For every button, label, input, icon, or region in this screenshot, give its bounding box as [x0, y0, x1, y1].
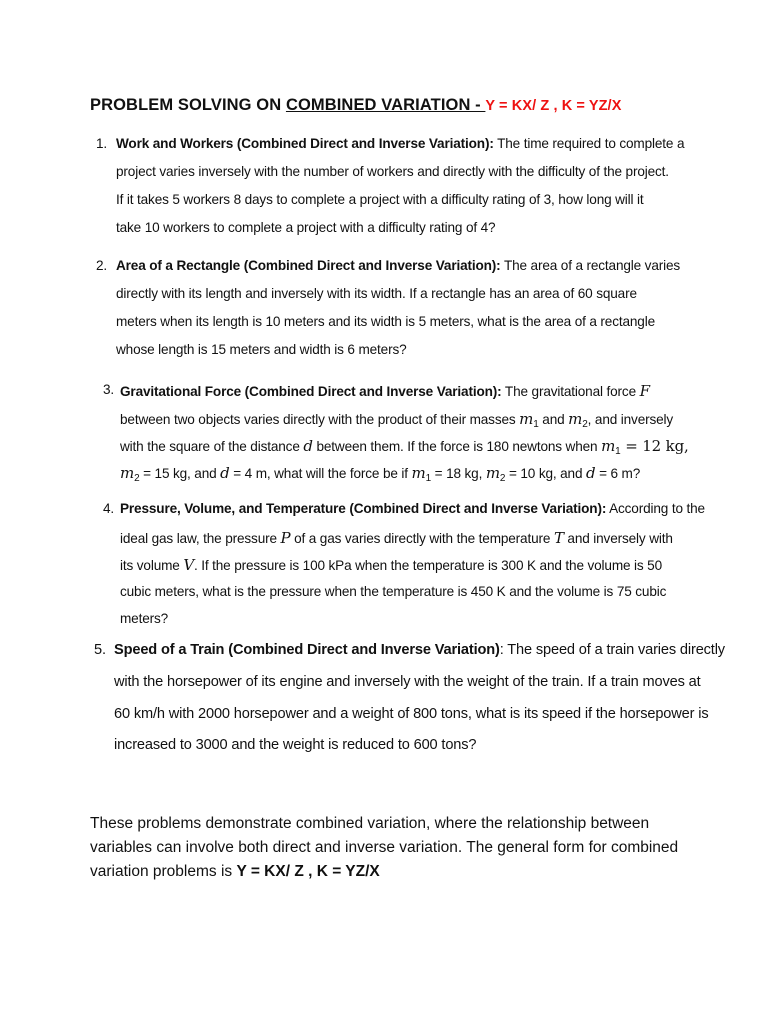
problem-line: project varies inversely with the number of workers and directly with the difficulty of the project. [116, 164, 669, 179]
problem-lead: Area of a Rectangle (Combined Direct and Inverse Variation): [116, 258, 501, 273]
math-subscript: 1 [615, 446, 621, 457]
problem-line: increased to 3000 and the weight is reduced to 600 tons? [114, 737, 477, 753]
problem-number: 5. [94, 642, 106, 658]
math-variable: P [280, 529, 291, 547]
math-variable: d [220, 464, 230, 482]
math-subscript: 2 [499, 473, 506, 484]
math-subscript: 2 [134, 473, 140, 484]
math-variable: m [601, 437, 616, 455]
math-expression: = 15 kg, and [139, 466, 221, 481]
problem-text: The gravitational force [501, 384, 640, 399]
problem-number: 1. [96, 136, 108, 151]
math-variable: m [519, 410, 534, 428]
problem-line: with the horsepower of its engine and inversely with the weight of the train. If a train moves at [114, 674, 701, 690]
problem-line: directly with its length and inversely with its width. If a rectangle has an area of 60 square [116, 286, 637, 301]
problem-line: take 10 workers to complete a project with a difficulty rating of 4? [116, 220, 496, 235]
math-subscript: 2 [582, 419, 588, 430]
problem-lead: Gravitational Force (Combined Direct and Inverse Variation): [120, 384, 502, 399]
problem-number: 3. [103, 382, 115, 397]
title-underlined: COMBINED VARIATION - [285, 96, 486, 114]
math-subscript: 1 [533, 419, 539, 430]
problem-line [114, 642, 725, 658]
problem-line [120, 382, 650, 400]
problem-text: : The speed of a train varies directly [499, 642, 725, 658]
summary-paragraph [90, 812, 690, 884]
math-variable: m [568, 410, 583, 428]
math-variable: V [183, 556, 195, 574]
problem-number: 2. [96, 258, 108, 273]
problem-lead: Work and Workers (Combined Direct and Inverse Variation): [116, 136, 494, 151]
problem-text: The area of a rectangle varies [500, 258, 681, 273]
problem-text: of a gas varies directly with the temperature [290, 531, 554, 546]
math-variable: m [485, 464, 500, 482]
math-expression: = 12 kg, [620, 437, 689, 455]
problem-line [120, 437, 689, 457]
problem-line [116, 136, 684, 151]
problem-line [120, 464, 640, 484]
problem-line [120, 410, 673, 430]
problem-lead: Pressure, Volume, and Temperature (Combined Direct and Inverse Variation): [120, 501, 607, 516]
problem-line: meters when its length is 10 meters and its width is 5 meters, what is the area of a rectangle [116, 314, 655, 329]
title-formula: Y = KX/ Z , K = YZ/X [485, 98, 622, 114]
problem-text: According to the [606, 501, 705, 516]
problem-line [120, 501, 705, 516]
problem-text: its volume [120, 558, 184, 573]
math-subscript: 1 [425, 473, 432, 484]
problem-line: cubic meters, what is the pressure when the temperature is 450 K and the volume is 75 cubic [120, 584, 667, 599]
problem-text: The time required to complete a [493, 136, 685, 151]
problem-line: 60 km/h with 2000 horsepower and a weight of 800 tons, what is its speed if the horsepower is [114, 706, 709, 722]
math-variable: m [411, 464, 426, 482]
math-variable: m [120, 464, 135, 482]
problem-lead: Speed of a Train (Combined Direct and Inverse Variation) [114, 642, 500, 658]
math-variable: T [553, 529, 564, 547]
math-expression: = 10 kg, and [505, 466, 587, 481]
summary-text: These problems demonstrate combined variation, where the relationship between variables can involve both direct and inverse variation. The general form for combined variation problems is [90, 815, 679, 880]
problem-line [120, 529, 673, 547]
math-variable: F [639, 382, 650, 400]
problem-text: and [538, 412, 569, 427]
problem-text: and inversely with [563, 531, 673, 546]
math-variable: d [303, 437, 313, 455]
problem-text: with the square of the distance [120, 439, 304, 454]
problem-text: . If the pressure is 100 kPa when the temperature is 300 K and the volume is 50 [194, 558, 662, 573]
problem-line: If it takes 5 workers 8 days to complete a project with a difficulty rating of 3, how long will it [116, 192, 644, 207]
title-prefix: PROBLEM SOLVING ON [90, 96, 286, 114]
math-expression: = 18 kg, [431, 466, 486, 481]
problem-line: whose length is 15 meters and width is 6 meters? [116, 342, 407, 357]
page-title [90, 96, 621, 115]
problem-text: between them. If the force is 180 newtons when [312, 439, 602, 454]
problem-number: 4. [103, 501, 115, 516]
math-expression: = 6 m? [595, 466, 641, 481]
problem-line [120, 556, 662, 574]
problem-line [116, 258, 680, 273]
problem-text: ideal gas law, the pressure [120, 531, 281, 546]
summary-formula: Y = KX/ Z , K = YZ/X [236, 863, 380, 880]
math-variable: d [586, 464, 596, 482]
math-expression: = 4 m, what will the force be if [229, 466, 412, 481]
problem-line: meters? [120, 611, 169, 626]
problem-text: between two objects varies directly with the product of their masses [120, 412, 520, 427]
problem-text: , and inversely [587, 412, 674, 427]
